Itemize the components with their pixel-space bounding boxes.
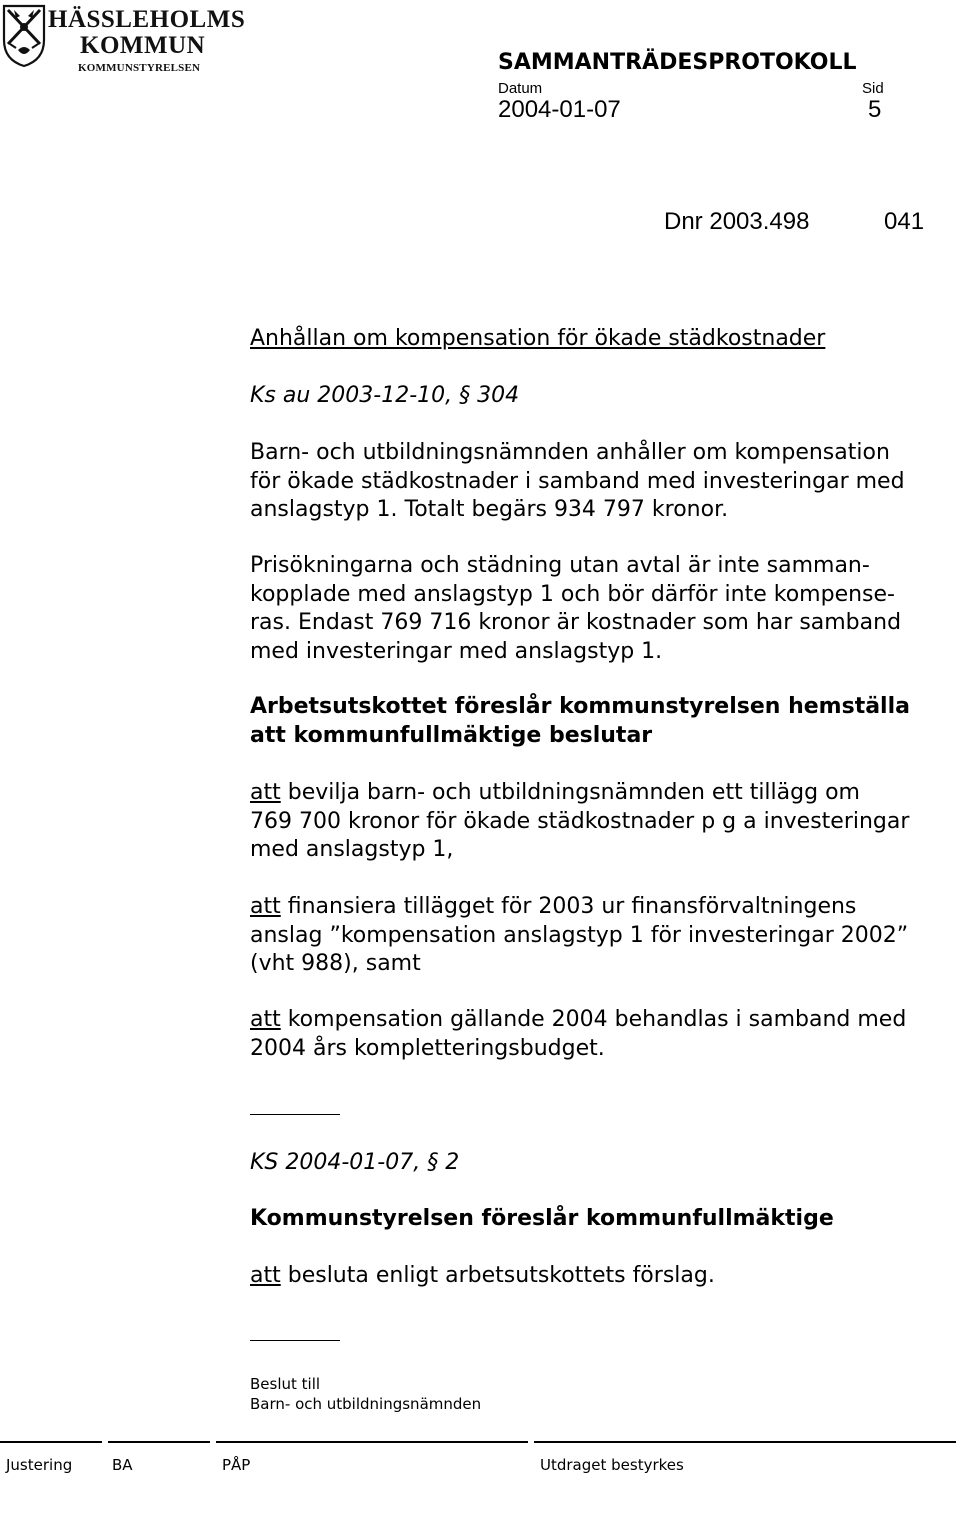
text-line: besluta enligt arbetsutskottets förslag. [280,1263,715,1288]
signature-initials-2: PÅP [222,1456,251,1474]
text-line: finansiera tillägget för 2003 ur finansförvaltningens [280,894,857,919]
text-line: (vht 988), samt [250,951,421,976]
section-divider [250,1114,340,1115]
sid-label: Sid [862,80,884,97]
att-keyword: att [250,780,281,805]
logo-line-2: KOMMUN [80,32,206,59]
case-code: 041 [884,208,925,235]
signature-initials-1: BA [112,1456,133,1474]
meeting-date: 2004-01-07 [498,96,621,123]
text-line: 769 700 kronor för ökade städkostnader p g a investeringar [250,808,910,834]
text-line: med anslagstyp 1, [250,837,454,862]
document-type: SAMMANTRÄDESPROTOKOLL [498,50,857,75]
logo-line-1: HÄSSLEHOLMS [48,6,246,33]
diary-number: Dnr 2003.498 [664,208,810,235]
text-line: Prisökningarna och städning utan avtal är inte samman- [250,553,870,578]
committee-reference: Ks au 2003-12-10, § 304 [250,383,520,408]
text-line: ras. Endast 769 716 kronor är kostnader som har samband [250,610,902,635]
text-line: kopplade med anslagstyp 1 och bör därför inte kompense- [250,581,895,607]
beslut-label: Beslut till [250,1375,321,1393]
text-line: anslagstyp 1. Totalt begärs 934 797 kronor. [250,497,729,522]
text-line: anslag ”kompensation anslagstyp 1 för investeringar 2002” [250,922,909,948]
text-line: 2004 års kompletteringsbudget. [250,1035,605,1061]
att-keyword: att [250,1007,281,1032]
board-reference: KS 2004-01-07, § 2 [250,1150,460,1175]
att-keyword: att [250,894,281,919]
datum-label: Datum [498,80,543,97]
decision-item-3 [250,1006,906,1063]
decision-item-1 [250,779,909,865]
background-paragraph [250,439,905,525]
text-line: för ökade städkostnader i samband med investeringar med [250,468,905,494]
text-line: kompensation gällande 2004 behandlas i samband med [280,1007,907,1032]
att-keyword: att [250,1263,281,1288]
municipality-logo [0,0,246,82]
justering-label: Justering [6,1456,73,1474]
board-heading: Kommunstyrelsen föreslår kommunfullmäktige [250,1206,834,1231]
coat-of-arms-icon [2,4,46,68]
text-line: Barn- och utbildningsnämnden anhåller om kompensation [250,440,890,465]
text-line: att kommunfullmäktige beslutar [250,722,653,748]
decision-item-4 [250,1262,715,1291]
section-divider [250,1340,340,1341]
case-title: Anhållan om kompensation för ökade städkostnader [250,326,826,351]
recipient: Barn- och utbildningsnämnden [250,1395,482,1413]
text-line: bevilja barn- och utbildningsnämnden ett tillägg om [280,780,860,805]
text-line: Arbetsutskottet föreslår kommunstyrelsen hemställa [250,694,910,719]
certified-extract-label: Utdraget bestyrkes [540,1456,684,1474]
page-number: 5 [868,96,882,123]
text-line: med investeringar med anslagstyp 1. [250,638,663,664]
decision-item-2 [250,893,908,979]
assessment-paragraph [250,552,901,666]
decision-recipients [250,1374,481,1414]
proposal-heading [250,693,910,750]
logo-line-3: KOMMUNSTYRELSEN [78,62,201,74]
